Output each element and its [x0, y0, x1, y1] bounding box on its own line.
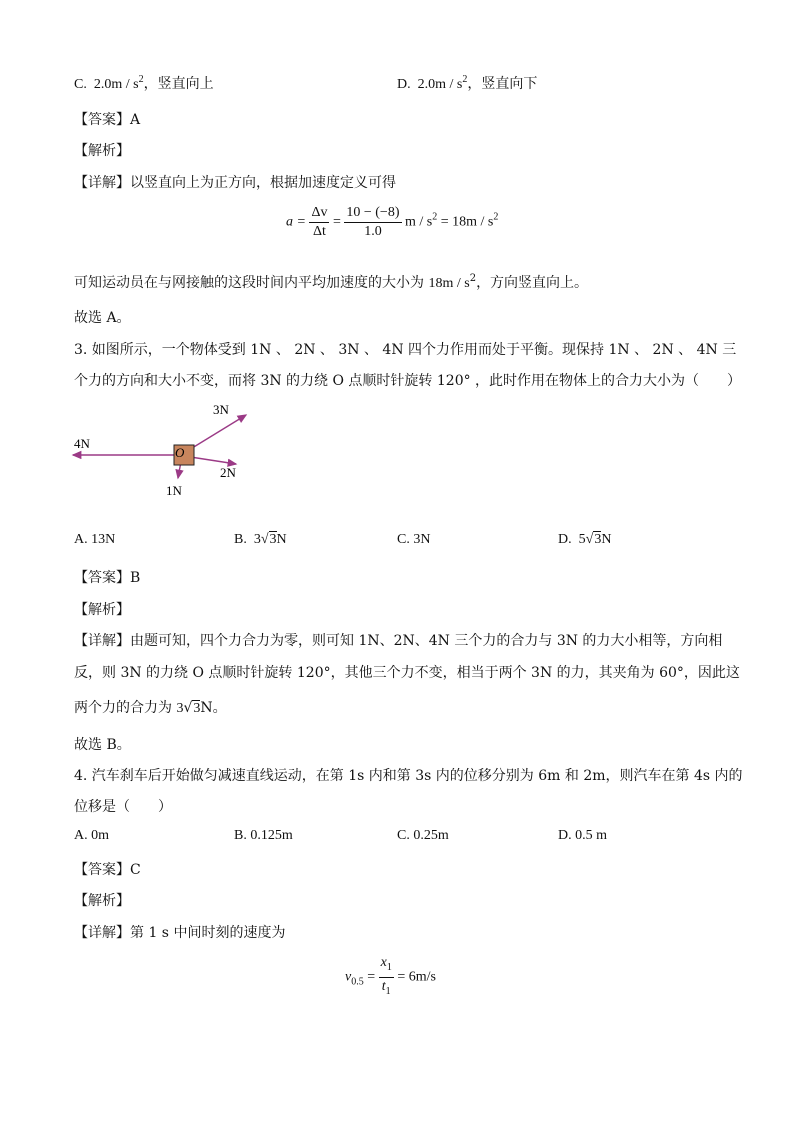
q3-option-b: B. 3√3N — [234, 532, 287, 547]
q3-detail-line1: 【详解】由题可知，四个力合力为零，则可知 1N、2N、4N 三个力的合力与 3N 的力大小相等，方向相 — [74, 633, 723, 649]
q3-stem-line2: 个力的方向和大小不变，而将 3N 的力绕 O 点顺时针旋转 120° ，此时作用在物体上的合力大小为（ ） — [74, 373, 742, 389]
label-1n: 1N — [166, 483, 182, 498]
q2-option-c: C. $2.0m / s^2$，竖直向上 — [74, 74, 214, 92]
q3-option-c: C. 3N — [397, 532, 431, 547]
q2-analysis-label: 【解析】 — [74, 143, 130, 159]
q4-option-c: C. 0.25m — [397, 828, 449, 843]
q4-answer: 【答案】C — [74, 862, 141, 878]
q4-detail: 【详解】第 1 s 中间时刻的速度为 — [74, 925, 286, 941]
q3-detail-line3: 两个力的合力为 3√3N。 — [74, 700, 227, 716]
label-3n: 3N — [213, 402, 229, 417]
q3-answer: 【答案】B — [74, 570, 141, 586]
q4-analysis-label: 【解析】 — [74, 893, 130, 909]
q2-choose: 故选 A。 — [74, 310, 131, 326]
q3-analysis-label: 【解析】 — [74, 602, 130, 618]
q4-option-a: A. 0m — [74, 828, 109, 843]
q2-option-d: D. $2.0m / s^2$，竖直向下 — [397, 74, 538, 92]
q2-answer: 【答案】A — [74, 112, 141, 128]
q4-stem-line1: 4. 汽车刹车后开始做匀减速直线运动，在第 1s 内和第 3s 内的位移分别为 6m 和 2m，则汽车在第 4s 内的 — [74, 768, 743, 784]
label-2n: 2N — [220, 465, 236, 480]
q3-force-diagram — [60, 398, 300, 503]
q4-stem-line2: 位移是（ ） — [74, 799, 172, 815]
q3-stem-line1: 3. 如图所示，一个物体受到 1N 、 2N 、 3N 、 4N 四个力作用而处于平衡。现保持 1N 、 2N 、 4N 三 — [74, 342, 737, 358]
q4-velocity-formula: $v_{0.5}$ = $\frac{x_1}{t_1}$ = 6m/s — [345, 955, 436, 997]
q4-option-b: B. 0.125m — [234, 828, 293, 843]
q3-detail-line2: 反，则 3N 的力绕 O 点顺时针旋转 120°，其他三个力不变，相当于两个 3N 的力，其夹角为 60°，因此这 — [74, 665, 740, 681]
q3-option-d: D. 5√3N — [558, 532, 612, 547]
q2-conclusion: 可知运动员在与网接触的这段时间内平均加速度的大小为 $18m / s^2$，方向竖直向上。 — [74, 273, 589, 291]
label-4n: 4N — [74, 436, 90, 451]
q2-acceleration-formula: a = $\frac{\Delta v}{\Delta t}$ = $\frac{10 - (-8)}{1.0}$ $m / s^2 = 18m / s^2$ — [286, 205, 499, 239]
q2-detail: 【详解】以竖直向上为正方向，根据加速度定义可得 — [74, 175, 396, 191]
q3-option-a: A. 13N — [74, 532, 116, 547]
q3-choose: 故选 B。 — [74, 737, 131, 753]
q4-option-d: D. 0.5 m — [558, 828, 607, 843]
label-o: O — [175, 445, 185, 460]
